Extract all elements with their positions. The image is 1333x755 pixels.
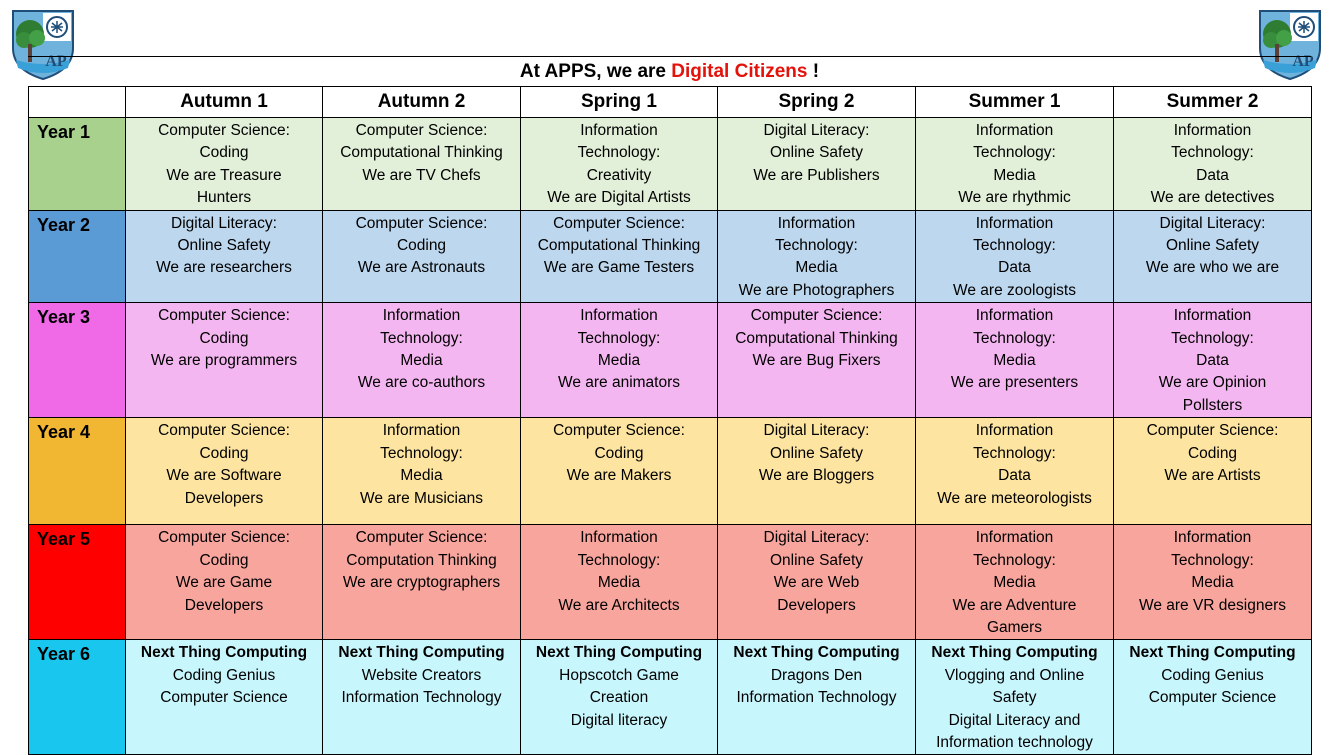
unit-line: Website Creators xyxy=(361,666,482,684)
year-row-6 xyxy=(29,640,1312,755)
unit-line: Information xyxy=(580,122,658,139)
unit-line: Coding xyxy=(199,144,249,162)
unit-cell xyxy=(126,640,323,755)
unit-cell xyxy=(916,210,1114,303)
term-header-summer-1: Summer 1 xyxy=(916,87,1114,118)
unit-line: Computer Science: xyxy=(158,529,290,547)
unit-cell xyxy=(916,418,1114,525)
unit-cell xyxy=(1114,210,1312,303)
unit-line: Online Safety xyxy=(177,237,271,255)
unit-cell xyxy=(718,418,916,525)
unit-line: Information xyxy=(975,529,1054,547)
year-row-2 xyxy=(29,210,1312,303)
unit-line: Media xyxy=(993,352,1036,370)
year-label: Year 3 xyxy=(29,303,126,418)
unit-line: Digital Literacy and xyxy=(948,711,1081,729)
unit-cell xyxy=(521,118,718,211)
unit-line: We are Game xyxy=(175,574,273,592)
corner-cell xyxy=(29,87,126,118)
unit-line: Data xyxy=(1196,352,1229,370)
unit-line: We are Architects xyxy=(558,596,680,614)
unit-line: We are VR designers xyxy=(1138,596,1287,614)
unit-line: Computer Science: xyxy=(158,122,290,139)
unit-cell xyxy=(126,525,323,640)
unit-programme: Next Thing Computing xyxy=(140,644,308,662)
unit-line: Media xyxy=(993,166,1036,184)
unit-cell xyxy=(126,210,323,303)
unit-line: We are Bloggers xyxy=(758,467,875,485)
unit-cell xyxy=(323,418,521,525)
unit-line: Computer Science: xyxy=(1146,422,1279,440)
unit-cell xyxy=(521,525,718,640)
unit-line: We are Bug Fixers xyxy=(752,352,881,370)
unit-line: We are Adventure xyxy=(952,596,1077,614)
unit-line: We are rhythmic xyxy=(958,189,1071,207)
unit-programme: Next Thing Computing xyxy=(931,644,1098,662)
unit-line: We are Digital Artists xyxy=(547,189,691,207)
unit-line: Information xyxy=(580,529,658,547)
unit-line: We are who we are xyxy=(1145,259,1280,277)
unit-cell xyxy=(916,303,1114,418)
unit-line: Technology: xyxy=(973,444,1056,462)
unit-line: Media xyxy=(597,574,641,592)
unit-line: Developers xyxy=(777,596,856,614)
unit-programme: Next Thing Computing xyxy=(535,644,703,662)
unit-line: We are detectives xyxy=(1150,189,1275,207)
unit-line: Data xyxy=(998,467,1031,485)
unit-line: Coding Genius xyxy=(1161,666,1264,684)
unit-line: Coding Genius xyxy=(172,666,276,684)
unit-line: Information xyxy=(382,422,461,440)
svg-text:AP: AP xyxy=(1292,53,1314,70)
year-row-4 xyxy=(29,418,1312,525)
unit-line: Information xyxy=(975,214,1054,232)
unit-line: Computational Thinking xyxy=(537,237,701,255)
unit-line: Vlogging and Online xyxy=(944,666,1085,684)
unit-line: Pollsters xyxy=(1182,396,1243,414)
unit-line: We are Musicians xyxy=(360,489,483,507)
term-header-summer-2: Summer 2 xyxy=(1114,87,1312,118)
unit-line: We are Opinion xyxy=(1158,374,1267,392)
unit-line: Digital Literacy: xyxy=(763,122,870,139)
unit-line: Online Safety xyxy=(769,144,864,162)
unit-line: Computer Science: xyxy=(553,214,685,232)
unit-cell xyxy=(323,525,521,640)
unit-cell xyxy=(323,118,521,211)
unit-line: Technology: xyxy=(380,329,463,347)
unit-line: We are TV Chefs xyxy=(362,166,481,184)
unit-line: Online Safety xyxy=(1165,237,1260,255)
unit-cell xyxy=(1114,525,1312,640)
unit-line: Coding xyxy=(396,237,447,255)
unit-line: Computational Thinking xyxy=(340,144,503,162)
unit-cell xyxy=(126,303,323,418)
unit-line: Digital Literacy: xyxy=(763,422,870,440)
unit-line: Computer Science: xyxy=(355,214,488,232)
unit-cell xyxy=(126,418,323,525)
unit-line: We are Artists xyxy=(1164,467,1261,485)
unit-line: Technology: xyxy=(1171,551,1254,569)
unit-line: We are Makers xyxy=(566,467,672,485)
unit-cell xyxy=(323,303,521,418)
unit-line: Data xyxy=(998,259,1031,277)
unit-cell xyxy=(916,118,1114,211)
unit-line: Information xyxy=(975,307,1054,325)
unit-line: We are cryptographers xyxy=(342,574,501,592)
unit-line: Media xyxy=(1191,574,1234,592)
unit-cell xyxy=(323,640,521,755)
unit-line: Developers xyxy=(184,596,264,614)
unit-line: Information Technology xyxy=(736,689,897,707)
term-header-autumn-2: Autumn 2 xyxy=(323,87,521,118)
unit-line: Computation Thinking xyxy=(346,551,497,569)
unit-line: Computer Science: xyxy=(355,529,488,547)
unit-line: Technology: xyxy=(1171,144,1254,162)
unit-line: Information xyxy=(580,307,658,325)
unit-line: Media xyxy=(597,352,641,370)
unit-line: Computer Science xyxy=(1148,689,1277,707)
year-label: Year 2 xyxy=(29,210,126,303)
unit-line: We are Astronauts xyxy=(357,259,486,277)
unit-programme: Next Thing Computing xyxy=(1129,644,1296,662)
unit-line: Information xyxy=(975,122,1054,139)
unit-line: Digital Literacy: xyxy=(1159,214,1266,232)
curriculum-table xyxy=(28,86,1312,755)
year-row-1 xyxy=(29,118,1312,211)
unit-cell xyxy=(718,210,916,303)
unit-line: We are Web xyxy=(773,574,860,592)
year-row-3 xyxy=(29,303,1312,418)
unit-line: Media xyxy=(993,574,1036,592)
unit-line: Data xyxy=(1196,166,1229,184)
year-label: Year 4 xyxy=(29,418,126,525)
unit-line: Information xyxy=(382,307,461,325)
unit-line: Information xyxy=(1173,307,1252,325)
svg-text:AP: AP xyxy=(45,53,67,70)
unit-cell xyxy=(521,210,718,303)
unit-cell xyxy=(323,210,521,303)
unit-programme: Next Thing Computing xyxy=(733,644,900,662)
unit-programme: Next Thing Computing xyxy=(338,644,505,662)
unit-line: Technology: xyxy=(775,237,858,255)
unit-line: Technology: xyxy=(577,144,661,162)
unit-cell xyxy=(916,640,1114,755)
unit-line: Safety xyxy=(992,689,1037,707)
unit-line: Technology: xyxy=(1171,329,1254,347)
term-header-spring-2: Spring 2 xyxy=(718,87,916,118)
unit-line: Digital Literacy: xyxy=(171,214,277,232)
unit-line: We are presenters xyxy=(950,374,1079,392)
unit-line: We are Publishers xyxy=(753,166,880,184)
unit-line: Computer Science: xyxy=(158,422,290,440)
unit-line: Hunters xyxy=(196,189,252,207)
unit-line: Coding xyxy=(594,444,644,462)
title-prefix: At APPS, we are xyxy=(519,61,672,82)
unit-line: Technology: xyxy=(973,237,1056,255)
unit-line: Coding xyxy=(199,551,249,569)
term-header-autumn-1: Autumn 1 xyxy=(126,87,323,118)
unit-cell xyxy=(1114,418,1312,525)
unit-line: Online Safety xyxy=(769,444,864,462)
unit-cell xyxy=(1114,118,1312,211)
title-suffix: ! xyxy=(807,61,820,82)
unit-line: Coding xyxy=(1187,444,1238,462)
unit-cell xyxy=(718,640,916,755)
year-label: Year 6 xyxy=(29,640,126,755)
unit-line: Creativity xyxy=(586,166,652,184)
unit-line: Information technology xyxy=(936,733,1093,751)
unit-line: We are zoologists xyxy=(953,281,1076,299)
unit-line: Computer Science: xyxy=(355,122,488,139)
unit-cell xyxy=(1114,303,1312,418)
title-rule xyxy=(28,56,1311,57)
term-header-spring-1: Spring 1 xyxy=(521,87,718,118)
unit-line: Technology: xyxy=(380,444,463,462)
unit-line: Coding xyxy=(199,444,249,462)
unit-line: Computer Science: xyxy=(158,307,290,325)
unit-line: We are meteorologists xyxy=(937,489,1092,507)
unit-line: Information xyxy=(1173,529,1252,547)
page-title xyxy=(28,58,1311,86)
unit-line: Technology: xyxy=(973,551,1056,569)
unit-line: Online Safety xyxy=(769,551,864,569)
year-row-5 xyxy=(29,525,1312,640)
unit-line: We are programmers xyxy=(150,352,298,370)
unit-line: Computer Science xyxy=(160,689,288,707)
unit-cell xyxy=(521,418,718,525)
unit-cell xyxy=(916,525,1114,640)
unit-line: Computer Science: xyxy=(750,307,883,325)
unit-line: We are researchers xyxy=(156,259,292,277)
unit-line: We are Game Testers xyxy=(543,259,695,277)
unit-line: Dragons Den xyxy=(770,666,863,684)
unit-line: Media xyxy=(400,467,443,485)
unit-line: Technology: xyxy=(577,551,661,569)
unit-cell xyxy=(718,303,916,418)
unit-line: We are Treasure xyxy=(166,166,282,184)
unit-line: Media xyxy=(400,352,443,370)
unit-line: Technology: xyxy=(973,144,1056,162)
unit-line: We are Photographers xyxy=(738,281,895,299)
unit-cell xyxy=(521,303,718,418)
unit-line: Computer Science: xyxy=(553,422,685,440)
year-label: Year 1 xyxy=(29,118,126,211)
unit-line: We are Software xyxy=(166,467,282,485)
unit-line: Technology: xyxy=(577,329,661,347)
unit-cell xyxy=(718,525,916,640)
unit-line: Creation xyxy=(589,689,649,707)
unit-line: Information Technology xyxy=(341,689,502,707)
unit-line: Digital literacy xyxy=(570,711,668,729)
year-label: Year 5 xyxy=(29,525,126,640)
unit-line: We are co-authors xyxy=(357,374,486,392)
unit-line: Hopscotch Game xyxy=(559,666,679,684)
unit-line: Media xyxy=(795,259,838,277)
unit-cell xyxy=(718,118,916,211)
unit-cell xyxy=(126,118,323,211)
unit-line: Information xyxy=(1173,122,1252,139)
unit-line: Digital Literacy: xyxy=(763,529,870,547)
term-header-row xyxy=(29,87,1312,118)
unit-cell xyxy=(1114,640,1312,755)
unit-line: Gamers xyxy=(986,618,1043,636)
unit-line: Information xyxy=(777,214,856,232)
unit-line: Information xyxy=(975,422,1054,440)
unit-line: We are animators xyxy=(557,374,681,392)
unit-line: Computational Thinking xyxy=(735,329,898,347)
unit-line: Technology: xyxy=(973,329,1056,347)
unit-cell xyxy=(521,640,718,755)
title-highlight: Digital Citizens xyxy=(671,61,808,82)
unit-line: Coding xyxy=(199,329,249,347)
unit-line: Developers xyxy=(184,489,264,507)
